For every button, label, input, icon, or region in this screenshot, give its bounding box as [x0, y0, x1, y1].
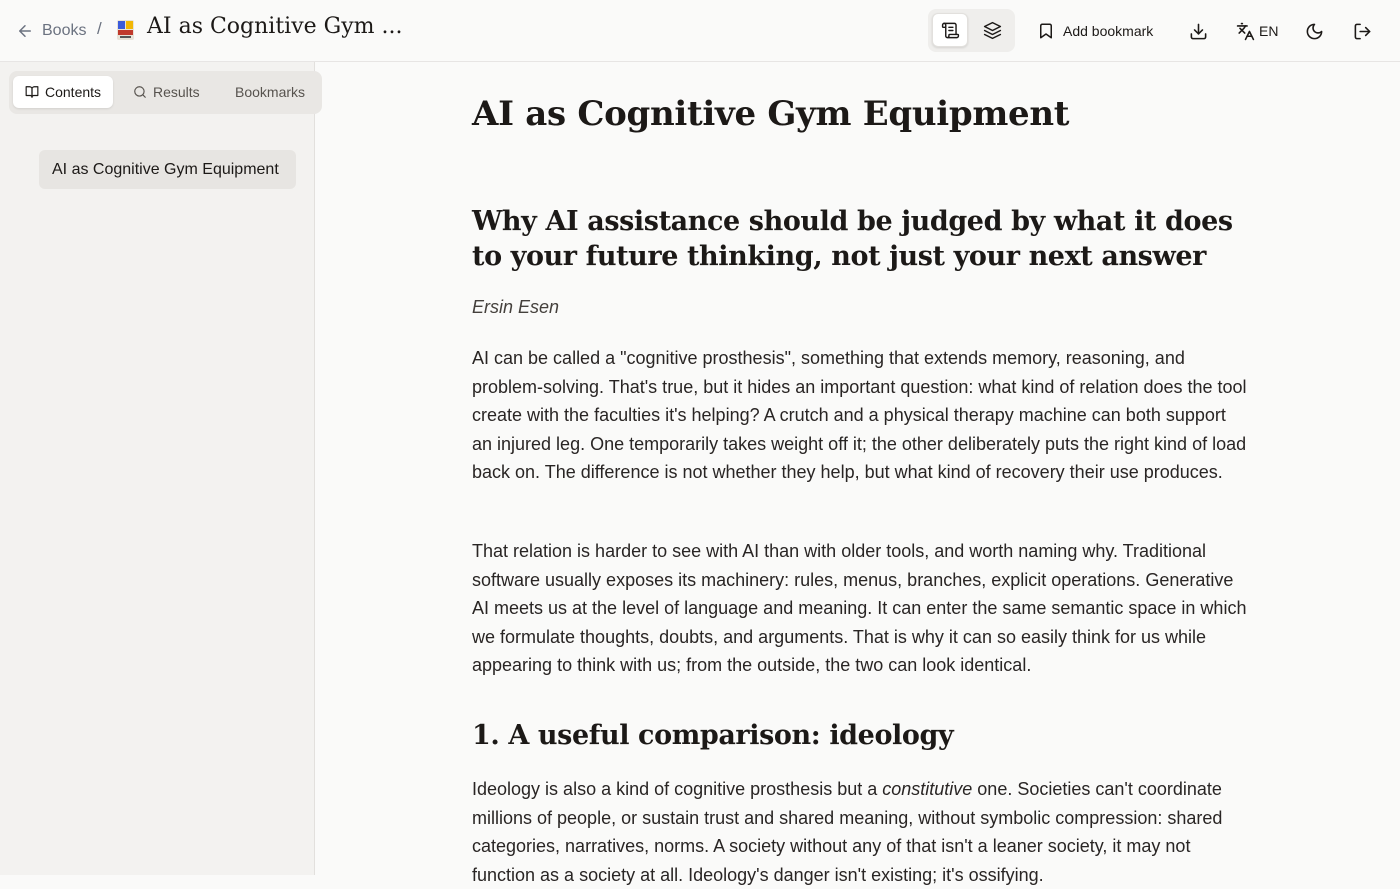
paragraph-text: Ideology is also a kind of cognitive prosthesis but a — [472, 779, 883, 799]
view-mode-toggle — [928, 9, 1015, 52]
download-icon — [1189, 22, 1208, 41]
log-out-icon — [1353, 22, 1372, 41]
add-bookmark-button[interactable] — [1037, 18, 1153, 44]
add-bookmark-label: Add bookmark — [1063, 23, 1154, 39]
tab-results-label: Results — [153, 84, 200, 100]
language-button[interactable] — [1236, 18, 1278, 44]
paragraph — [472, 775, 1247, 889]
logout-button[interactable] — [1353, 18, 1372, 44]
reader-view-button[interactable] — [932, 13, 968, 47]
sidebar — [0, 62, 315, 875]
translate-icon — [1236, 22, 1255, 41]
theme-toggle-button[interactable] — [1305, 18, 1324, 44]
paragraph: AI can be called a "cognitive prosthesis", something that extends memory, reasoning, and problem-solving. That's true, but it hides an important question: what kind of relation does the tool create with the faculties it's helping? A crutch and a physical therapy machine can both support an injured leg. One temporarily takes weight off it; the other deliberately puts the right kind of load back on. The difference is not whether they help, but what kind of recovery their use produces. — [472, 348, 1247, 482]
book-open-icon — [25, 85, 39, 99]
paragraph-text: one. Societies can't coordinate millions of people, or sustain trust and shared meaning, without symbolic compression: shared categories, narratives, norms. A society without any of that isn't a leaner society, it may not function as a society at all. Ideology's danger isn't existing; it's ossifying. — [472, 779, 1223, 885]
tab-contents[interactable] — [13, 76, 113, 108]
scroll-text-icon — [941, 21, 960, 40]
section-heading: 1. A useful comparison: ideology — [472, 720, 954, 751]
author-name: Ersin Esen — [472, 297, 560, 317]
emphasis-text: constitutive — [882, 779, 973, 799]
back-label: Books — [42, 22, 87, 39]
layers-view-button[interactable] — [974, 13, 1010, 47]
breadcrumb-separator: / — [97, 19, 102, 38]
book-title: AI as Cognitive Gym ... — [147, 14, 403, 39]
bookmark-icon — [1037, 22, 1055, 40]
document-title: AI as Cognitive Gym Equipment — [472, 94, 1070, 134]
book-cover-thumbnail — [117, 20, 134, 40]
layers-icon — [983, 21, 1002, 40]
toc-item-ai-as-cognitive-gym-equipment[interactable]: AI as Cognitive Gym Equipment — [39, 150, 296, 189]
tab-results[interactable] — [121, 76, 212, 108]
tab-contents-label: Contents — [45, 84, 102, 100]
tab-bookmarks[interactable] — [223, 76, 317, 108]
document-subtitle: Why AI assistance should be judged by what it does to your future thinking, not just your next answer — [472, 206, 1233, 272]
search-icon — [133, 85, 147, 99]
tab-bookmarks-label: Bookmarks — [235, 84, 306, 100]
paragraph: That relation is harder to see with AI than with older tools, and worth naming why. Traditional software usually exposes its machinery: rules, menus, branches, explicit operations. Generative AI meets us at the level of language and meaning. It can enter the same semantic space in which we formulate thoughts, doubts, and arguments. That is why it can so easily think for us while appearing to think with us; from the outside, the two can look identical. — [472, 541, 1247, 675]
sidebar-tabs — [9, 71, 322, 114]
moon-icon — [1305, 22, 1324, 41]
top-bar — [0, 0, 1400, 62]
arrow-left-icon — [16, 22, 34, 40]
back-to-books-link[interactable] — [16, 19, 86, 43]
language-label: EN — [1259, 23, 1279, 39]
download-button[interactable] — [1189, 18, 1208, 44]
